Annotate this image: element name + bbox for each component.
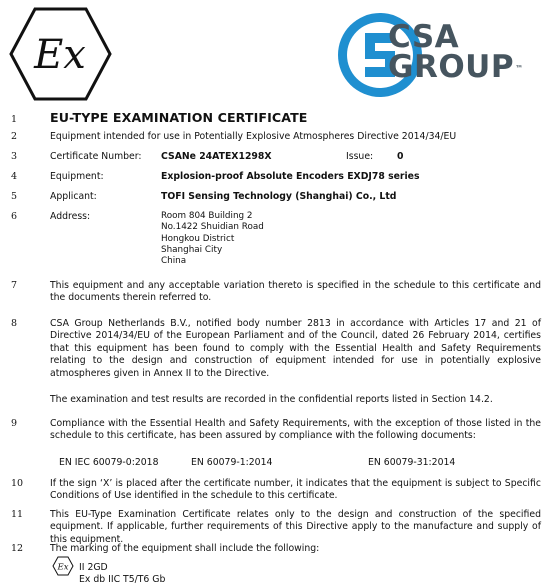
address-line: No.1422 Shuidian Road [161,222,264,233]
standard-item: EN IEC 60079-0:2018 [59,457,159,468]
issue-value: 0 [397,151,404,162]
item-number: 7 [11,280,18,291]
csa-wordmark-line2: GROUP [388,49,515,85]
standard-item: EN 60079-31:2014 [368,457,456,468]
item-number: 3 [11,151,18,162]
item-12-text: The marking of the equipment shall include the following: [50,543,320,554]
item-number: 1 [11,114,18,125]
marking-line: II 2GD [79,562,108,573]
item-number: 11 [11,509,24,520]
address-line: Shanghai City [161,244,223,255]
item-number: 2 [11,131,18,142]
ex-logo-text: Ex [34,32,86,78]
applicant-label: Applicant: [50,191,97,202]
address-label: Address: [50,211,91,222]
address-block [161,211,264,267]
standard-item: EN 60079-1:2014 [191,457,273,468]
address-line: Room 804 Building 2 [161,211,253,221]
item-number: 5 [11,191,18,202]
equipment-value: Explosion-proof Absolute Encoders EXDJ78 series [161,171,420,182]
item-number: 4 [11,171,18,182]
item-10-text: If the sign ‘X’ is placed after the certificate number, it indicates that the equipment is subject to Specific Conditions of Use identified in the schedule to this certificate. [50,478,541,502]
applicant-value: TOFI Sensing Technology (Shanghai) Co., Ltd [161,191,397,202]
equipment-label: Equipment: [50,171,104,182]
ex-hexagon-logo [8,6,113,102]
item-number: 6 [11,211,18,222]
marking-block [79,562,165,586]
item-9-text: Compliance with the Essential Health and Safety Requirements, with the exception of those listed in the schedule to this certificate, has been assured by compliance with the following documents: [50,418,541,442]
item-8-text: CSA Group Netherlands B.V., notified body number 2813 in accordance with Articles 17 and 21 of Directive 2014/34/EU of the European Parliament and of the Council, dated 26 February 2014, certifies that this equipment has been found to comply with the Essential Health and Safety Requirements relating to the design and construction of equipment intended for use in potentially explosive atmospheres given in Annex II to the Directive. [50,318,541,379]
item-11-text: This EU-Type Examination Certificate relates only to the design and construction of the specified equipment. If applicable, further requirements of this Directive apply to the manufacture and supply of this equipment. [50,509,541,545]
item-number: 12 [11,543,24,554]
certificate-number-value: CSANe 24ATEX1298X [161,151,272,162]
csa-wordmark-line1: CSA [388,19,460,55]
certificate-title: EU-TYPE EXAMINATION CERTIFICATE [50,110,308,125]
marking-line: Ex db IIC T5/T6 Gb [79,574,166,585]
csa-wordmark [388,19,524,85]
address-line: China [161,256,187,267]
trademark-symbol: ™ [515,64,524,73]
item-number: 9 [11,418,18,429]
item-number: 8 [11,318,18,329]
item-number: 10 [11,478,24,489]
ex-marking-icon [52,556,74,576]
item-7-text: This equipment and any acceptable variation thereto is specified in the schedule to this certificate and the documents therein referred to. [50,280,541,304]
certificate-number-label: Certificate Number: [50,151,142,162]
test-results-text: The examination and test results are recorded in the confidential reports listed in Section 14.2. [50,394,493,405]
address-line: Hongkou District [161,233,235,244]
svg-text:Ex: Ex [57,562,69,573]
issue-label: Issue: [346,151,374,162]
directive-statement: Equipment intended for use in Potentially Explosive Atmospheres Directive 2014/34/EU [50,131,457,142]
